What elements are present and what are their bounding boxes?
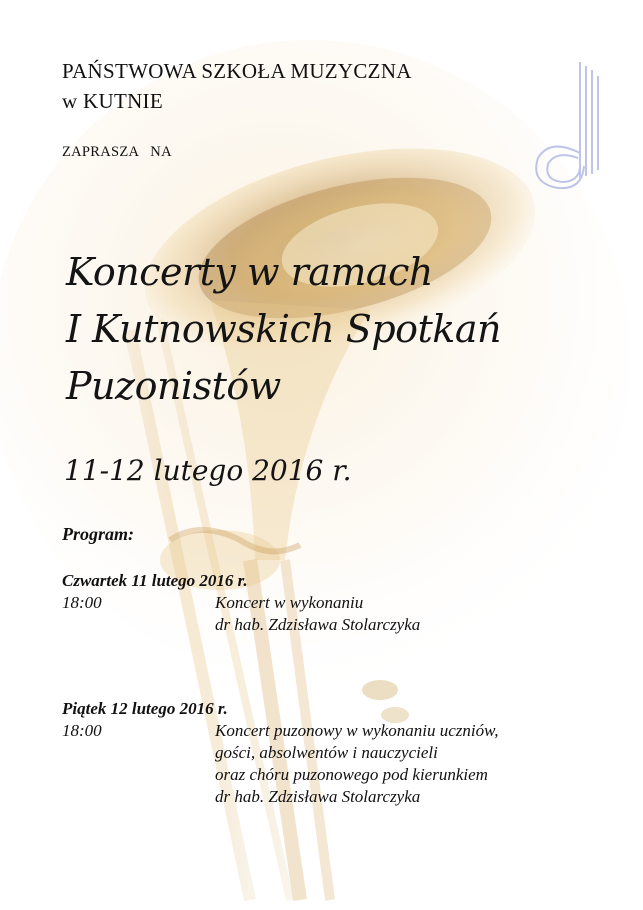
- school-name-line-2: w KUTNIE: [62, 89, 163, 113]
- program-event: [62, 592, 420, 636]
- event-title: [66, 244, 501, 415]
- event-description-line: Koncert w wykonaniu: [215, 593, 364, 612]
- event-description-line: gości, absolwentów i nauczycieli: [215, 743, 438, 762]
- school-name-line-1: PAŃSTWOWA SZKOŁA MUZYCZNA: [62, 59, 412, 83]
- program-event: [62, 720, 498, 808]
- program-day-heading: Piątek 12 lutego 2016 r.: [62, 699, 228, 718]
- program-day: [62, 570, 420, 636]
- event-description: [215, 720, 498, 808]
- school-name: [62, 56, 412, 116]
- event-description-line: Koncert puzonowy w wykonaniu uczniów,: [215, 721, 499, 740]
- event-time: 18:00: [62, 593, 102, 612]
- invitation-text: ZAPRASZA NA: [62, 144, 172, 160]
- event-description: [215, 592, 420, 636]
- event-description-line: dr hab. Zdzisława Stolarczyka: [215, 787, 421, 806]
- event-title-line-1: Koncerty w ramach: [66, 250, 433, 294]
- event-title-line-3: Puzonistów: [66, 364, 281, 408]
- event-time: 18:00: [62, 721, 102, 740]
- event-description-line: dr hab. Zdzisława Stolarczyka: [215, 615, 421, 634]
- event-title-line-2: I Kutnowskich Spotkań: [66, 307, 501, 351]
- program-label: Program:: [62, 524, 134, 544]
- program-day-heading: Czwartek 11 lutego 2016 r.: [62, 571, 248, 590]
- event-dates: 11-12 lutego 2016 r.: [64, 454, 352, 487]
- event-description-line: oraz chóru puzonowego pod kierunkiem: [215, 765, 488, 784]
- program-day: [62, 698, 498, 808]
